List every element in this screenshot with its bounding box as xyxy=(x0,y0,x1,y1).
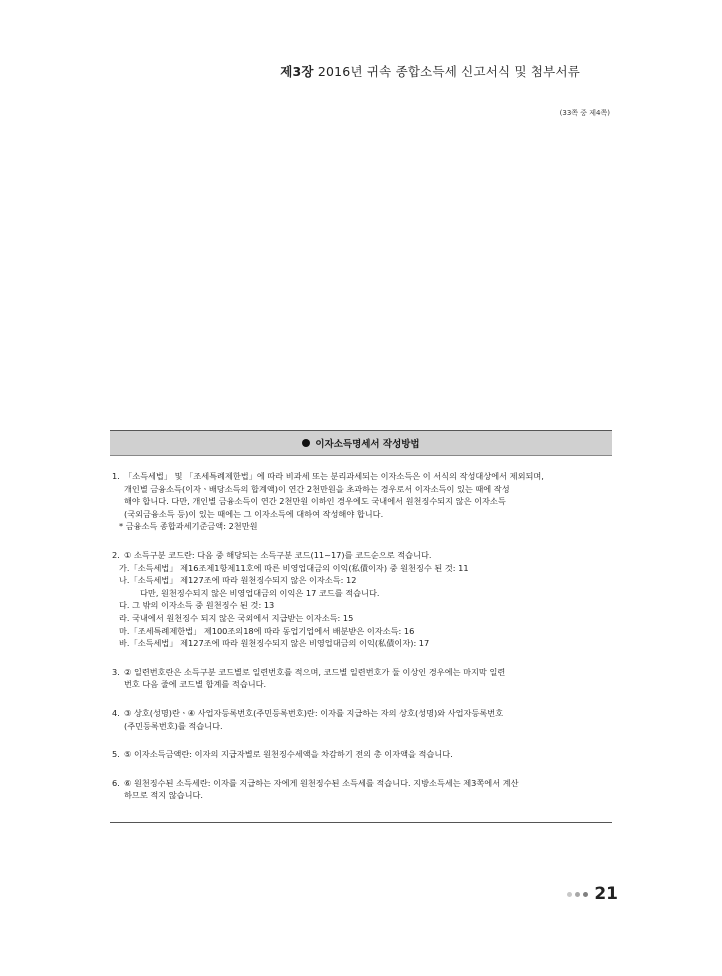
item-line: 개인별 금융소득(이자ㆍ배당소득의 합계액)이 연간 2천만원을 초과하는 경우로서 이자소득이 있는 때에 작성 xyxy=(124,483,510,494)
item-subline: 마.「조세특례제한법」 제100조의18에 따라 동업기업에서 배분받은 이자소득: 16 xyxy=(119,625,415,636)
chapter-header xyxy=(280,62,580,80)
item-line: ② 일련번호란은 소득구분 코드별로 일련번호를 적으며, 코드별 일련번호가 둘 이상인 경우에는 마지막 일련 xyxy=(124,666,506,677)
item-subline: 라. 국내에서 원천징수 되지 않은 국외에서 지급받는 이자소득: 15 xyxy=(119,612,354,623)
instruction-item-6 xyxy=(112,777,610,802)
instructions-body xyxy=(112,470,610,812)
item-subline: 가.「소득세법」 제16조제1항제11호에 따른 비영업대금의 이익(私債이자) 중 원천징수 된 것: 11 xyxy=(119,562,469,573)
item-subline: 바.「소득세법」 제127조에 따라 원천징수되지 않은 비영업대금의 이익(私債이자): 17 xyxy=(119,638,430,649)
item-subline: 다만, 원천징수되지 않은 비영업대금의 이익은 17 코드를 적습니다. xyxy=(140,587,380,598)
item-line: (국외금융소득 등)이 있는 때에는 그 이자소득에 대하여 작성해야 합니다. xyxy=(124,508,384,519)
item-line: (주민등록번호)를 적습니다. xyxy=(124,720,223,731)
bottom-divider xyxy=(110,822,612,823)
decorative-dot-icon xyxy=(575,892,580,897)
bullet-icon xyxy=(302,439,310,447)
item-subline: 나.「소득세법」 제127조에 따라 원천징수되지 않은 이자소득: 12 xyxy=(119,575,357,586)
section-title: 이자소득명세서 작성방법 xyxy=(315,439,420,450)
item-number: 2. xyxy=(112,549,120,560)
item-line: 「소득세법」 및 「조세특례제한법」에 따라 비과세 또는 분리과세되는 이자소득은 이 서식의 작성대상에서 제외되며, xyxy=(124,471,544,481)
item-number: 6. xyxy=(112,777,120,788)
page-indicator: (33쪽 중 제4쪽) xyxy=(559,109,610,117)
instruction-item-3 xyxy=(112,666,610,691)
item-line: 하므로 적지 않습니다. xyxy=(124,790,203,801)
page-number-footer xyxy=(567,884,618,904)
item-line: ① 소득구분 코드란: 다음 중 해당되는 소득구분 코드(11~17)를 코드순으로 적습니다. xyxy=(124,549,432,560)
section-title-bar xyxy=(110,430,612,456)
item-number: 1. xyxy=(112,471,120,481)
decorative-dot-icon xyxy=(567,892,572,897)
decorative-dot-icon xyxy=(583,892,588,897)
item-number: 3. xyxy=(112,666,120,677)
chapter-title: 2016년 귀속 종합소득세 신고서식 및 첨부서류 xyxy=(317,64,580,79)
instruction-item-4 xyxy=(112,707,610,732)
item-number: 4. xyxy=(112,707,120,718)
item-line: ⑥ 원천징수된 소득세란: 이자를 지급하는 자에게 원천징수된 소득세를 적습니다. 지방소득세는 제3쪽에서 계산 xyxy=(124,777,519,788)
item-number: 5. xyxy=(112,749,120,760)
item-subline: 다. 그 밖의 이자소득 중 원천징수 된 것: 13 xyxy=(119,600,275,611)
instruction-item-1 xyxy=(112,470,610,533)
chapter-label: 제3장 xyxy=(280,64,314,79)
item-line: ③ 상호(성명)란ㆍ④ 사업자등록번호(주민등록번호)란: 이자를 지급하는 자의 상호(성명)와 사업자등록번호 xyxy=(124,707,504,718)
item-line: 해야 합니다. 다만, 개인별 금융소득이 연간 2천만원 이하인 경우에도 국내에서 원천징수되지 않은 이자소득 xyxy=(124,496,506,507)
instruction-item-5 xyxy=(112,748,610,761)
item-note: * 금융소득 종합과세기준금액: 2천만원 xyxy=(119,521,258,532)
page-number: 21 xyxy=(594,884,618,904)
item-line: ⑤ 이자소득금액란: 이자의 지급자별로 원천징수세액을 차감하기 전의 총 이자액을 적습니다. xyxy=(124,749,453,760)
item-line: 번호 다음 줄에 코드별 합계를 적습니다. xyxy=(124,679,267,690)
instruction-item-2 xyxy=(112,549,610,650)
